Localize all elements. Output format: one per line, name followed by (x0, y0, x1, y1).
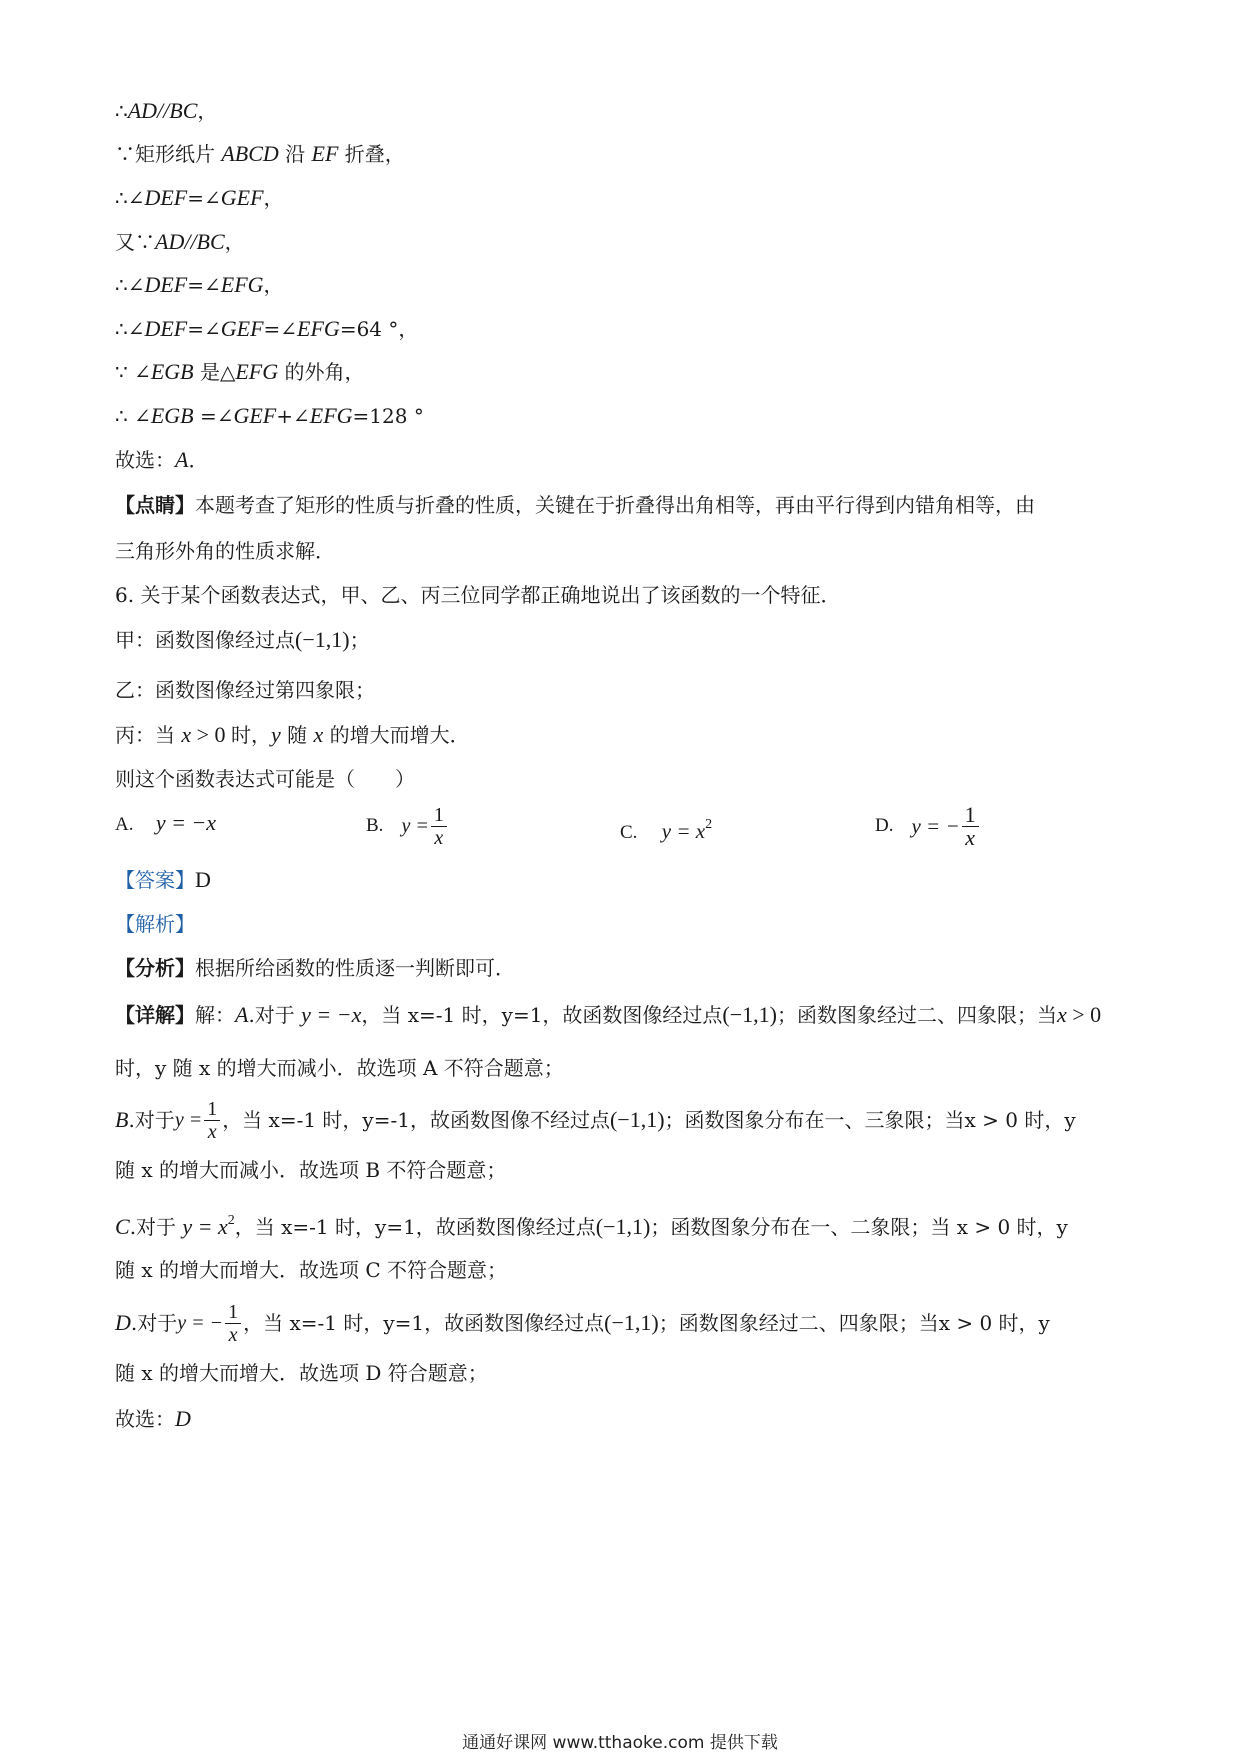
fraction-numerator: 1 (228, 1300, 239, 1323)
option-label: A. (115, 814, 134, 835)
text: =∠ (187, 273, 221, 297)
text: ，当 x=-1 时，y=1，故函数图像经过点 (361, 1003, 723, 1027)
math: B (115, 1107, 129, 1132)
text: 沿 (278, 142, 312, 166)
text: ；函数图象经过二、四象限；当 (658, 1311, 939, 1335)
text: ∴ (115, 99, 128, 123)
text: ∴∠ (115, 317, 145, 341)
math-point: (−1,1) (595, 1214, 651, 1239)
text: ，当 x=-1 时，y=1，故函数图像经过点 (234, 1215, 596, 1239)
text: ∵ ∠ (115, 360, 151, 384)
proof-line-9 (115, 447, 208, 473)
text: =∠ (187, 186, 221, 210)
detail-c-line-1 (115, 1208, 1068, 1240)
text: 故选： (115, 448, 175, 472)
final-answer (115, 1406, 191, 1432)
detail-c-line-2 (115, 1257, 507, 1283)
text: ∴∠ (115, 186, 145, 210)
dianjing-line-2 (115, 538, 335, 564)
text: 解： (195, 1003, 235, 1027)
analysis-tag: 【解析】 (115, 912, 195, 936)
math-point: (−1,1) (609, 1107, 665, 1132)
math: AD//BC (127, 98, 198, 123)
math: EFG (309, 403, 353, 428)
text: 丙：当 (115, 723, 182, 747)
text: ， (263, 186, 284, 210)
fraction (431, 804, 447, 849)
analysis-tag-line (115, 911, 195, 937)
math: y (271, 722, 281, 747)
math: DEF (144, 272, 188, 297)
option-label: D. (875, 815, 894, 836)
math: EF (311, 141, 339, 166)
question-bing (115, 722, 470, 748)
proof-line-4 (115, 229, 245, 255)
question-yi (115, 677, 375, 703)
text: =64 °， (339, 317, 419, 341)
text: 随 (280, 723, 314, 747)
math-point: (−1,1) (295, 627, 350, 652)
text: =∠ (263, 317, 298, 341)
answer-tag: 【答案】 (115, 868, 195, 892)
proof-line-5 (115, 272, 284, 298)
detail-a-line-1 (115, 1002, 1101, 1028)
proof-line-8 (115, 403, 424, 429)
fraction-denominator: x (965, 824, 976, 850)
text: ， (263, 273, 284, 297)
text: 则这个函数表达式可能是（ ） (115, 767, 415, 791)
text: 时，y 随 x 的增大而减小．故选项 A 不符合题意； (115, 1056, 564, 1080)
math: D (115, 1310, 131, 1335)
text: .对于 (248, 1003, 302, 1027)
text: .对于 (129, 1215, 183, 1239)
fraction-denominator: x (434, 826, 444, 849)
text: ∵矩形纸片 (115, 142, 222, 166)
math: D (175, 1406, 191, 1431)
option-b (366, 800, 449, 852)
option-expr: y = − (911, 814, 960, 838)
dianjing-text: 本题考查了矩形的性质与折叠的性质，关键在于折叠得出角相等，再由平行得到内错角相等，由 (195, 493, 1035, 517)
text: 折叠， (338, 142, 405, 166)
question-ask (115, 766, 415, 792)
math: DEF (144, 185, 188, 210)
option-expr: y = −x (155, 810, 217, 835)
option-expr: y = x (661, 819, 706, 843)
answer-value: D (195, 867, 211, 892)
text: 时， (231, 723, 272, 747)
fraction (962, 801, 979, 850)
math: y = −x (301, 1002, 362, 1027)
detail-b-line-2 (115, 1157, 506, 1183)
text: ，当 x=-1 时，y=-1，故函数图像不经过点 (222, 1108, 610, 1132)
text: =128 ° (352, 404, 424, 428)
text: x > 0 时，y (938, 1311, 1050, 1335)
math: GEF (220, 185, 264, 210)
text: 又∵ (115, 230, 155, 254)
text: 随 x 的增大而减小．故选项 B 不符合题意； (115, 1158, 507, 1182)
math-point: (−1,1) (604, 1310, 659, 1335)
fenxi-line (115, 955, 515, 981)
math: EFG (297, 316, 340, 341)
dianjing-tag: 【点睛】 (115, 493, 195, 517)
text: +∠ (276, 404, 310, 428)
math: GEF (220, 316, 264, 341)
math: EFG (220, 272, 264, 297)
text: ；函数图象经过二、四象限；当 (776, 1003, 1057, 1027)
math: A (175, 447, 189, 472)
text: 的外角， (278, 360, 365, 384)
text: ；函数图象分布在一、二象限；当 (650, 1215, 951, 1239)
math: ABCD (221, 141, 279, 166)
math: x (1056, 1002, 1067, 1027)
text: ； (349, 628, 370, 652)
option-expr: y = (401, 815, 429, 837)
math-point: (−1,1) (722, 1002, 777, 1027)
text: ；函数图象分布在一、三象限；当 (664, 1108, 965, 1132)
math: AD//BC (155, 229, 225, 254)
option-c (620, 812, 712, 846)
text: 随 x 的增大而增大．故选项 C 不符合题意； (115, 1258, 508, 1282)
dianjing-text: 三角形外角的性质求解． (115, 539, 335, 563)
fraction (204, 1098, 220, 1143)
text: ，当 x=-1 时，y=1，故函数图像经过点 (243, 1311, 605, 1335)
text: .对于 (128, 1108, 175, 1132)
text: ∴∠ (115, 273, 145, 297)
text: ． (188, 448, 209, 472)
math: DEF (144, 316, 188, 341)
superscript: 2 (705, 817, 713, 832)
math: EGB (150, 359, 194, 384)
math: y = − (177, 1312, 224, 1334)
fraction-denominator: x (228, 1323, 238, 1346)
math: y = x (182, 1214, 228, 1239)
text: 随 x 的增大而增大．故选项 D 符合题意； (115, 1361, 488, 1385)
detail-d-line-1 (115, 1297, 1050, 1349)
fraction-numerator: 1 (207, 1097, 218, 1120)
text: =∠ (193, 404, 234, 428)
text: 故选： (115, 1407, 175, 1431)
math: A (235, 1002, 249, 1027)
text: ， (197, 99, 218, 123)
detail-b-line-1 (115, 1094, 1076, 1146)
text: =∠ (187, 317, 221, 341)
math: x (181, 722, 192, 747)
text: .对于 (130, 1311, 178, 1335)
option-a (115, 810, 216, 838)
fraction-numerator: 1 (964, 801, 976, 827)
superscript: 2 (227, 1213, 235, 1228)
math: EFG (235, 359, 279, 384)
dianjing-line-1 (115, 492, 1035, 518)
math: C (115, 1214, 130, 1239)
question-stem (115, 582, 840, 608)
math: x (313, 722, 324, 747)
text: 的增大而增大． (323, 723, 470, 747)
proof-line-2 (115, 141, 405, 167)
question-text: 6. 关于某个函数表达式，甲、乙、丙三位同学都正确地说出了该函数的一个特征． (115, 583, 841, 607)
footer: 通通好课网 www.tthaoke.com 提供下载 (462, 1733, 778, 1753)
text: 甲：函数图像经过点 (115, 628, 295, 652)
answer-line (115, 867, 211, 893)
detail-a-line-2 (115, 1055, 564, 1081)
fraction (225, 1301, 241, 1346)
text: ∴ ∠ (115, 404, 151, 428)
fenxi-text: 根据所给函数的性质逐一判断即可． (195, 956, 515, 980)
text: ， (224, 230, 245, 254)
math: > 0 (191, 722, 232, 747)
math: GEF (233, 403, 277, 428)
text: x > 0 时，y (964, 1108, 1076, 1132)
proof-line-3 (115, 185, 284, 211)
math: EGB (150, 403, 194, 428)
proof-line-7 (115, 359, 364, 385)
detail-d-line-2 (115, 1360, 488, 1386)
text: 乙：函数图像经过第四象限； (115, 678, 375, 702)
option-label: C. (620, 822, 638, 843)
text: x > 0 时，y (950, 1215, 1068, 1239)
question-jia (115, 627, 370, 653)
option-label: B. (366, 815, 384, 836)
math: y = (174, 1109, 203, 1131)
fraction-numerator: 1 (433, 803, 444, 826)
detail-tag: 【详解】 (115, 1003, 195, 1027)
math: > 0 (1066, 1002, 1102, 1027)
text: 是△ (193, 360, 236, 384)
option-d (875, 800, 981, 852)
fenxi-tag: 【分析】 (115, 956, 195, 980)
fraction-denominator: x (207, 1120, 217, 1143)
proof-line-1 (115, 98, 217, 124)
proof-line-6 (115, 316, 418, 342)
